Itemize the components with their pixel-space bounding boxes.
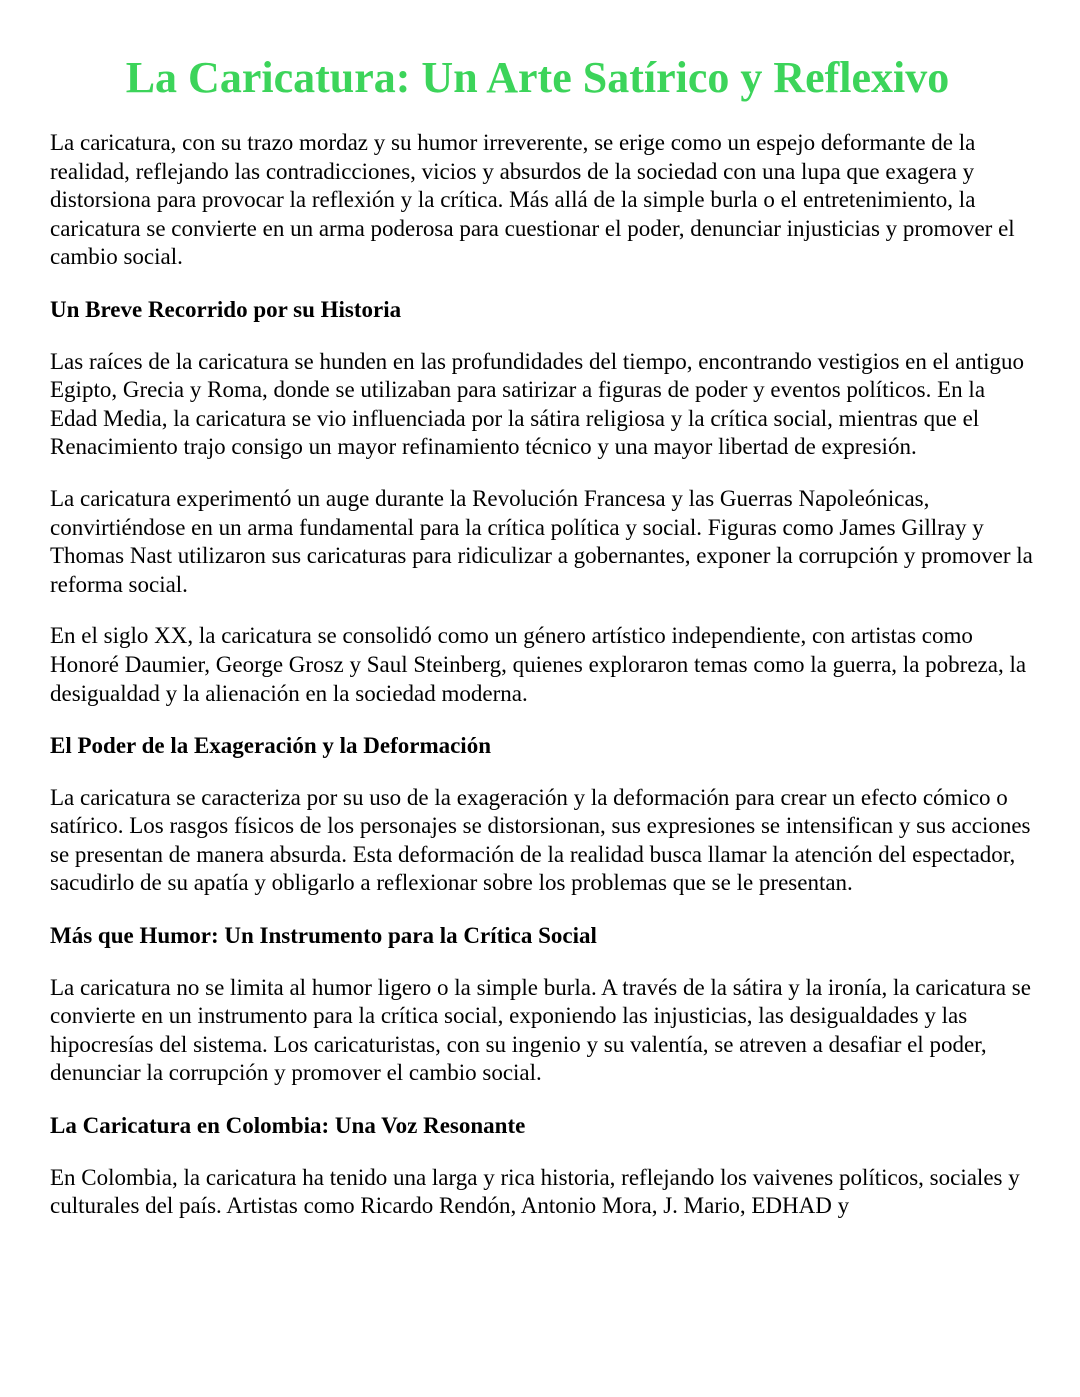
section-heading-history: Un Breve Recorrido por su Historia [50, 296, 402, 322]
social-critique-paragraph: La caricatura no se limita al humor ligero o la simple burla. A través de la sátira y la ironía, la caricatura se convierte en un instrumento para la crítica social, exponiendo las injusticias, las desigualdades y las hipocresías del sistema. Los caricaturistas, con su ingenio y su valentía, se atreven a desafiar el poder, denunciar la corrupción y promover el cambio social. [50, 974, 1031, 1086]
history-paragraph-3: En el siglo XX, la caricatura se consolidó como un género artístico independiente, con artistas como Honoré Daumier, George Grosz y Saul Steinberg, quienes exploraron temas como la guerra, la pobreza, la desigualdad y la alienación en la sociedad moderna. [50, 623, 1027, 706]
section-heading-colombia: La Caricatura en Colombia: Una Voz Resonante [50, 1113, 526, 1139]
colombia-paragraph: En Colombia, la caricatura ha tenido una larga y rica historia, reflejando los vaivenes políticos, sociales y culturales del país. Artistas como Ricardo Rendón, Antonio Mora, J. Mario, EDHAD y [50, 1164, 1020, 1219]
section-heading-social-critique: Más que Humor: Un Instrumento para la Crítica Social [50, 923, 597, 949]
intro-paragraph: La caricatura, con su trazo mordaz y su humor irreverente, se erige como un espejo deformante de la realidad, reflejando las contradicciones, vicios y absurdos de la sociedad con una lupa que exagera y distorsiona para provocar la reflexión y la crítica. Más allá de la simple burla o el entretenimiento, la caricatura se convierte en un arma poderosa para cuestionar el poder, denunciar injusticias y promover el cambio social. [50, 130, 1015, 270]
history-paragraph-1: Las raíces de la caricatura se hunden en las profundidades del tiempo, encontrando vestigios en el antiguo Egipto, Grecia y Roma, donde se utilizaban para satirizar a figuras de poder y eventos políticos. En la Edad Media, la caricatura se vio influenciada por la sátira religiosa y la crítica social, mientras que el Renacimiento trajo consigo un mayor refinamiento técnico y una mayor libertad de expresión. [50, 348, 1024, 460]
exaggeration-paragraph: La caricatura se caracteriza por su uso de la exageración y la deformación para crear un efecto cómico o satírico. Los rasgos físicos de los personajes se distorsionan, sus expresiones se intensifican y sus acciones se presentan de manera absurda. Esta deformación de la realidad busca llamar la atención del espectador, sacudirlo de su apatía y obligarlo a reflexionar sobre los problemas que se le presentan. [50, 784, 1031, 896]
document-page [50, 0, 1035, 1221]
section-heading-exaggeration: El Poder de la Exageración y la Deformación [50, 733, 491, 759]
history-paragraph-2: La caricatura experimentó un auge durante la Revolución Francesa y las Guerras Napoleónicas, convirtiéndose en un arma fundamental para la crítica política y social. Figuras como James Gillray y Thomas Nast utilizaron sus caricaturas para ridiculizar a gobernantes, exponer la corrupción y promover la reforma social. [50, 485, 1033, 597]
document-title: La Caricatura: Un Arte Satírico y Reflexivo [125, 53, 950, 102]
